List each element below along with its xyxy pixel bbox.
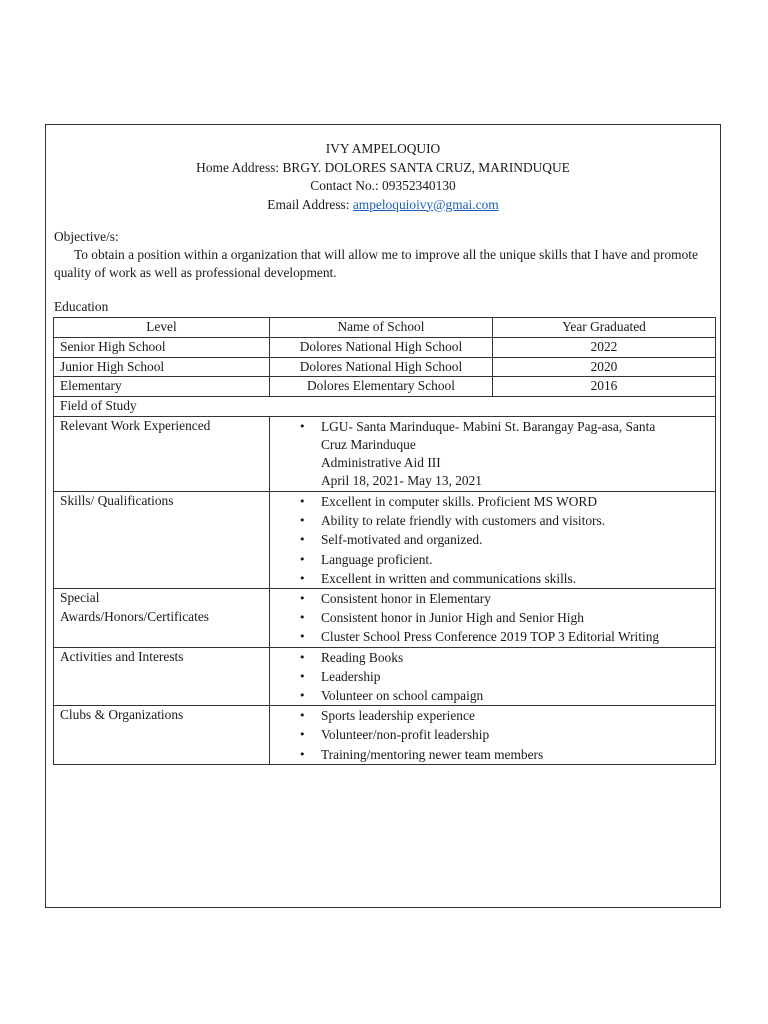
list-item: • Leadership bbox=[321, 667, 709, 686]
skills-list bbox=[276, 492, 709, 588]
objective-section bbox=[54, 228, 714, 282]
table-header-row bbox=[54, 318, 716, 338]
objective-text: To obtain a position within a organization that will allow me to improve all the unique skills that I have and promote quality of work as well as professional development. bbox=[54, 247, 698, 280]
education-label: Education bbox=[54, 299, 109, 314]
list-item: • Volunteer/non-profit leadership bbox=[321, 725, 709, 744]
level-cell: Elementary bbox=[54, 377, 270, 397]
school-cell: Dolores National High School bbox=[269, 337, 492, 357]
skills-label: Skills/ Qualifications bbox=[54, 491, 270, 588]
email-line bbox=[46, 196, 720, 215]
home-address: Home Address: BRGY. DOLORES SANTA CRUZ, MARINDUQUE bbox=[196, 159, 570, 175]
list-item: • Consistent honor in Elementary bbox=[321, 589, 709, 608]
list-item: • Volunteer on school campaign bbox=[321, 686, 709, 705]
school-cell: Dolores Elementary School bbox=[269, 377, 492, 397]
activities-list-cell bbox=[269, 647, 715, 706]
clubs-label: Clubs & Organizations bbox=[54, 706, 270, 765]
list-item: • Cluster School Press Conference 2019 TOP 3 Editorial Writing bbox=[321, 627, 709, 646]
skills-list-cell bbox=[269, 491, 715, 588]
level-cell: Junior High School bbox=[54, 357, 270, 377]
list-item: • Training/mentoring newer team members bbox=[321, 745, 709, 764]
work-experience-row bbox=[54, 416, 716, 491]
field-of-study-row bbox=[54, 397, 716, 417]
education-table bbox=[53, 317, 716, 765]
awards-list-cell bbox=[269, 589, 715, 648]
year-cell: 2022 bbox=[492, 337, 715, 357]
year-cell: 2020 bbox=[492, 357, 715, 377]
list-item: • Language proficient. bbox=[321, 550, 709, 569]
awards-label-line: Special bbox=[60, 590, 100, 605]
clubs-row bbox=[54, 706, 716, 765]
level-cell: Senior High School bbox=[54, 337, 270, 357]
school-cell: Dolores National High School bbox=[269, 357, 492, 377]
list-item: • Sports leadership experience bbox=[321, 706, 709, 725]
email-label: Email Address: bbox=[267, 196, 353, 212]
list-item: • Ability to relate friendly with customers and visitors. bbox=[321, 511, 709, 530]
applicant-name: IVY AMPELOQUIO bbox=[325, 141, 441, 156]
skills-row bbox=[54, 491, 716, 588]
table-row bbox=[54, 377, 716, 397]
activities-row bbox=[54, 647, 716, 706]
activities-label: Activities and Interests bbox=[54, 647, 270, 706]
resume-page bbox=[45, 124, 721, 908]
work-line: April 18, 2021- May 13, 2021 bbox=[320, 472, 483, 488]
list-item: • Excellent in written and communications skills. bbox=[321, 569, 709, 588]
clubs-list-cell bbox=[269, 706, 715, 765]
clubs-list bbox=[276, 706, 709, 764]
awards-list bbox=[276, 589, 709, 647]
resume-header bbox=[46, 140, 720, 214]
header-year: Year Graduated bbox=[492, 318, 715, 338]
list-item: • Reading Books bbox=[321, 648, 709, 667]
activities-list bbox=[276, 648, 709, 706]
table-row bbox=[54, 337, 716, 357]
work-line: • LGU- Santa Marinduque- Mabini St. Barangay Pag-asa, Santa bbox=[276, 418, 709, 436]
list-item: • Consistent honor in Junior High and Senior High bbox=[321, 608, 709, 627]
field-of-study-label: Field of Study bbox=[54, 397, 716, 417]
awards-row bbox=[54, 589, 716, 648]
work-line: Cruz Marinduque bbox=[320, 436, 416, 452]
contact-number: Contact No.: 09352340130 bbox=[310, 178, 456, 193]
work-experience-label: Relevant Work Experienced bbox=[54, 416, 270, 491]
work-experience-details bbox=[269, 416, 715, 491]
work-continuation bbox=[276, 436, 709, 490]
email-link[interactable]: ampeloquioivy@gmai.com bbox=[352, 196, 499, 212]
table-row bbox=[54, 357, 716, 377]
list-item: • Self-motivated and organized. bbox=[321, 530, 709, 549]
header-level: Level bbox=[54, 318, 270, 338]
list-item: • Excellent in computer skills. Proficient MS WORD bbox=[321, 492, 709, 511]
objective-label: Objective/s: bbox=[54, 229, 119, 244]
work-line: Administrative Aid III bbox=[320, 454, 441, 470]
awards-label-line: Awards/Honors/Certificates bbox=[60, 608, 210, 624]
awards-label bbox=[54, 589, 270, 648]
header-school: Name of School bbox=[269, 318, 492, 338]
year-cell: 2016 bbox=[492, 377, 715, 397]
